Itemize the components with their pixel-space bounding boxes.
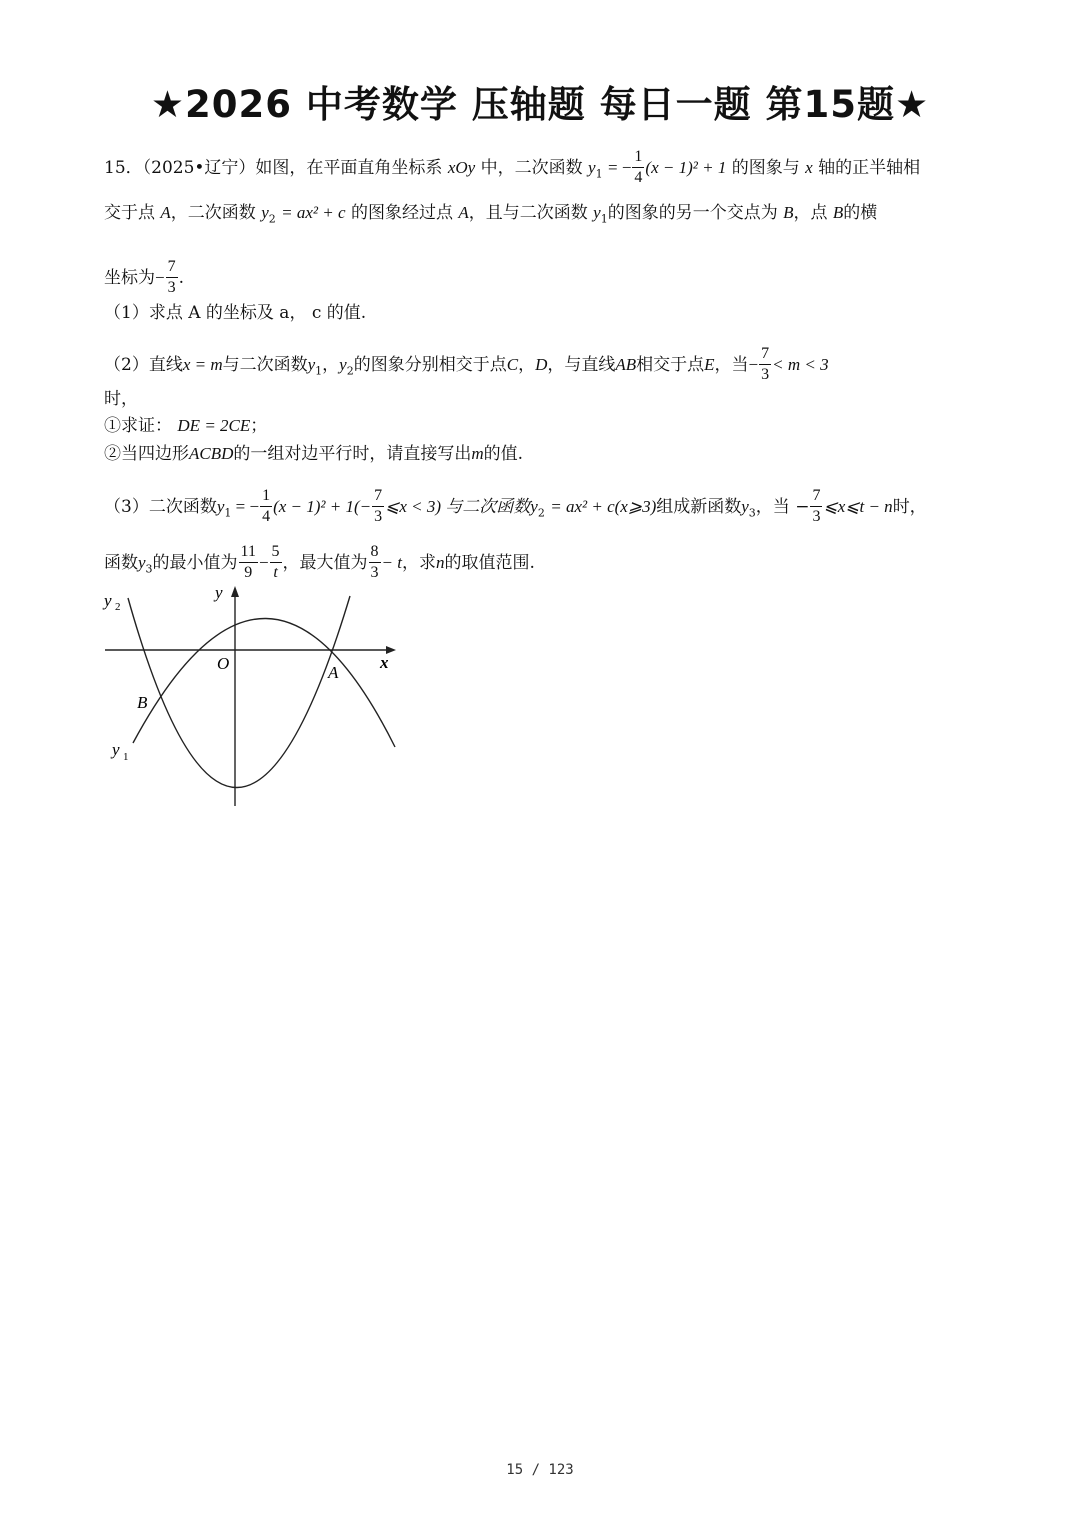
label-y2: y — [104, 591, 112, 610]
page-title: ★2026 中考数学 压轴题 每日一题 第15题★ — [150, 83, 930, 126]
fraction-1-4: $\frac{1}{4}$ — [634, 148, 643, 186]
label-x-axis: x — [380, 653, 389, 672]
part-2-1: ①求证： DE = 2CE； — [104, 416, 268, 436]
label-y-axis: y — [215, 583, 223, 602]
part-3: （3）二次函数$y_1$ = − $\frac{1}{4}$ (x − 1)² + 1(− $\frac{7}{3}$ ⩽x < 3) 与二次函数$y_2 = ax^2$ + c(x⩾3)组成新函数$y_3$，当 − $\frac{7}{3}$ ⩽x⩽t − n时， — [104, 487, 927, 525]
part-3-line-2: 函数$y_3$的最小值为 $\frac{11}{9}$ − $\frac{5}{t}$ ，最大值为 $\frac{8}{3}$ − t，求n的取值范围. — [104, 543, 535, 581]
problem-line-2: 交于点 A，二次函数 $y_2 = ax^2 + c$ 的图象经过点 A，且与二次函数 $y_1$的图象的另一个交点为 B，点 B的横 — [104, 203, 878, 226]
fraction-7-3: $\frac{7}{3}$ — [167, 258, 176, 296]
part-2-end: 时， — [104, 389, 138, 409]
page-number: 15 / 123 — [506, 1462, 574, 1478]
problem-line-3: 坐标为− $\frac{7}{3}$ . — [104, 258, 184, 296]
label-point-B: B — [137, 693, 148, 712]
y-axis-arrow — [231, 586, 239, 597]
part-2-2: ②当四边形ACBD的一组对边平行时，请直接写出m的值. — [104, 444, 524, 464]
svg-text:1: 1 — [123, 751, 129, 763]
problem-line-1: 15．（2025•辽宁）如图，在平面直角坐标系 xOy 中，二次函数 $y_1$ = − $\frac{1}{4}$ (x − 1)² + 1 的图象与 x 轴的正半轴相 — [104, 148, 921, 186]
curve-y2 — [128, 596, 350, 788]
part-2: （2）直线x = m与二次函数$y_1$，$y_2$的图象分别相交于点C，D，与直线AB相交于点E，当− $\frac{7}{3}$ < m < 3 — [104, 345, 829, 383]
function-graph-figure — [100, 580, 410, 810]
part-1: （1）求点 A 的坐标及 a， c 的值. — [104, 303, 367, 323]
label-origin: O — [217, 654, 230, 673]
svg-text:2: 2 — [115, 601, 121, 613]
problem-number: 15．（2025•辽宁）如图，在平面直角坐标系 — [104, 158, 443, 178]
curve-y1 — [133, 618, 395, 747]
label-point-A: A — [328, 663, 339, 682]
label-y1: y — [112, 740, 120, 759]
